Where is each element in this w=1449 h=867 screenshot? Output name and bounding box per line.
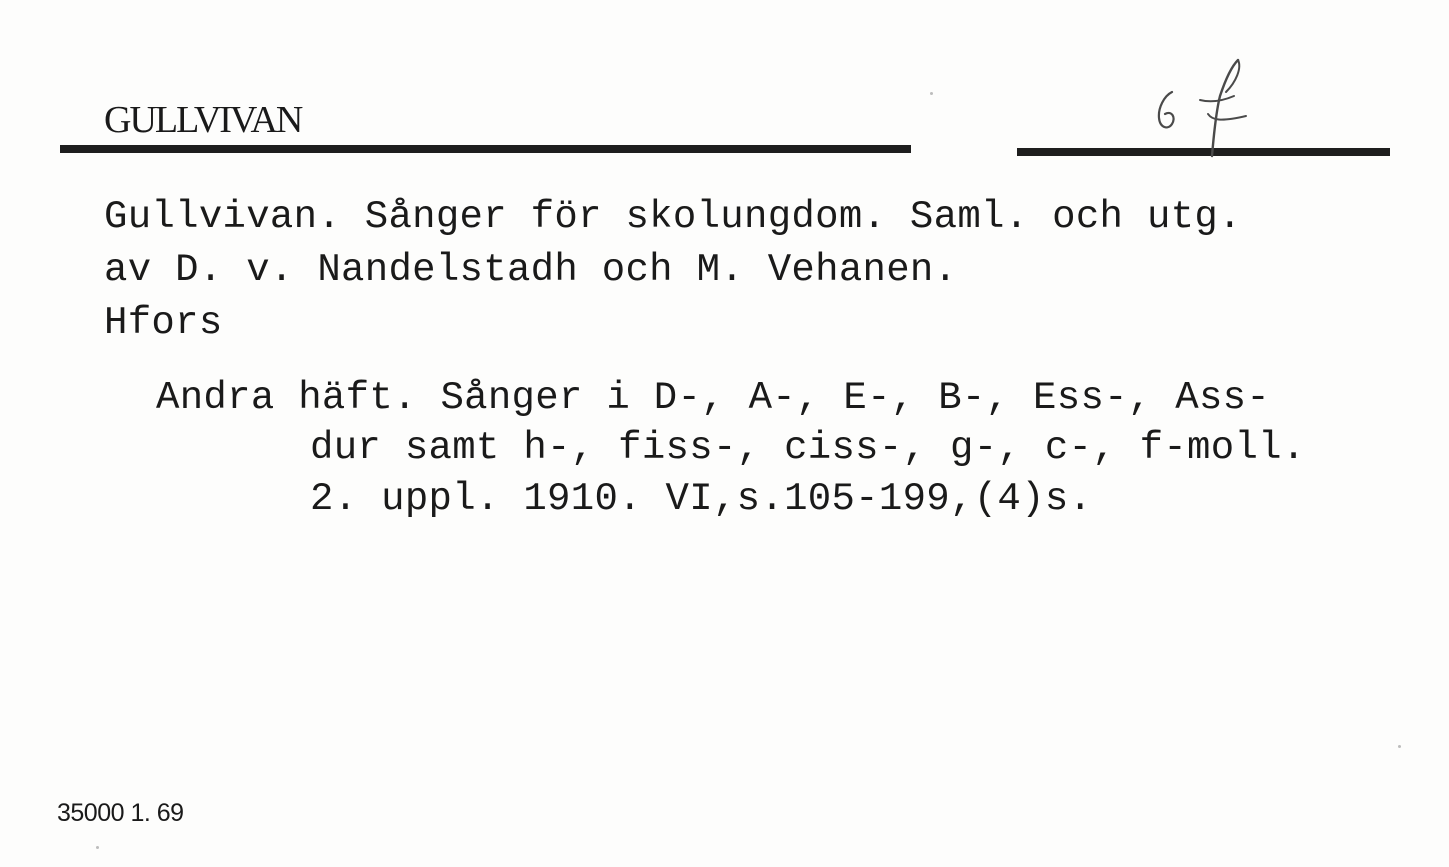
heading-rule <box>60 145 911 153</box>
card-heading: GULLVIVAN <box>104 99 302 141</box>
volume-line-2: dur samt h-, fiss-, ciss-, g-, c-, f-moll. <box>310 426 1306 470</box>
edition-line: 2. uppl. 1910. VI,s.105-199,(4)s. <box>310 477 1093 521</box>
paper-speck <box>1398 745 1401 748</box>
handwritten-call-number-glyph <box>1150 56 1260 160</box>
paper-speck <box>96 846 99 849</box>
paper-speck <box>930 92 933 95</box>
title-line: Gullvivan. Sånger för skolungdom. Saml. och utg. <box>104 195 1242 239</box>
volume-line-1: Andra häft. Sånger i D-, A-, E-, B-, Ess-, Ass- <box>156 376 1271 420</box>
handwritten-call-number <box>1150 56 1260 160</box>
place-line: Hfors <box>104 301 223 345</box>
print-code: 35000 1. 69 <box>57 799 184 827</box>
editors-line: av D. v. Nandelstadh och M. Vehanen. <box>104 248 958 292</box>
